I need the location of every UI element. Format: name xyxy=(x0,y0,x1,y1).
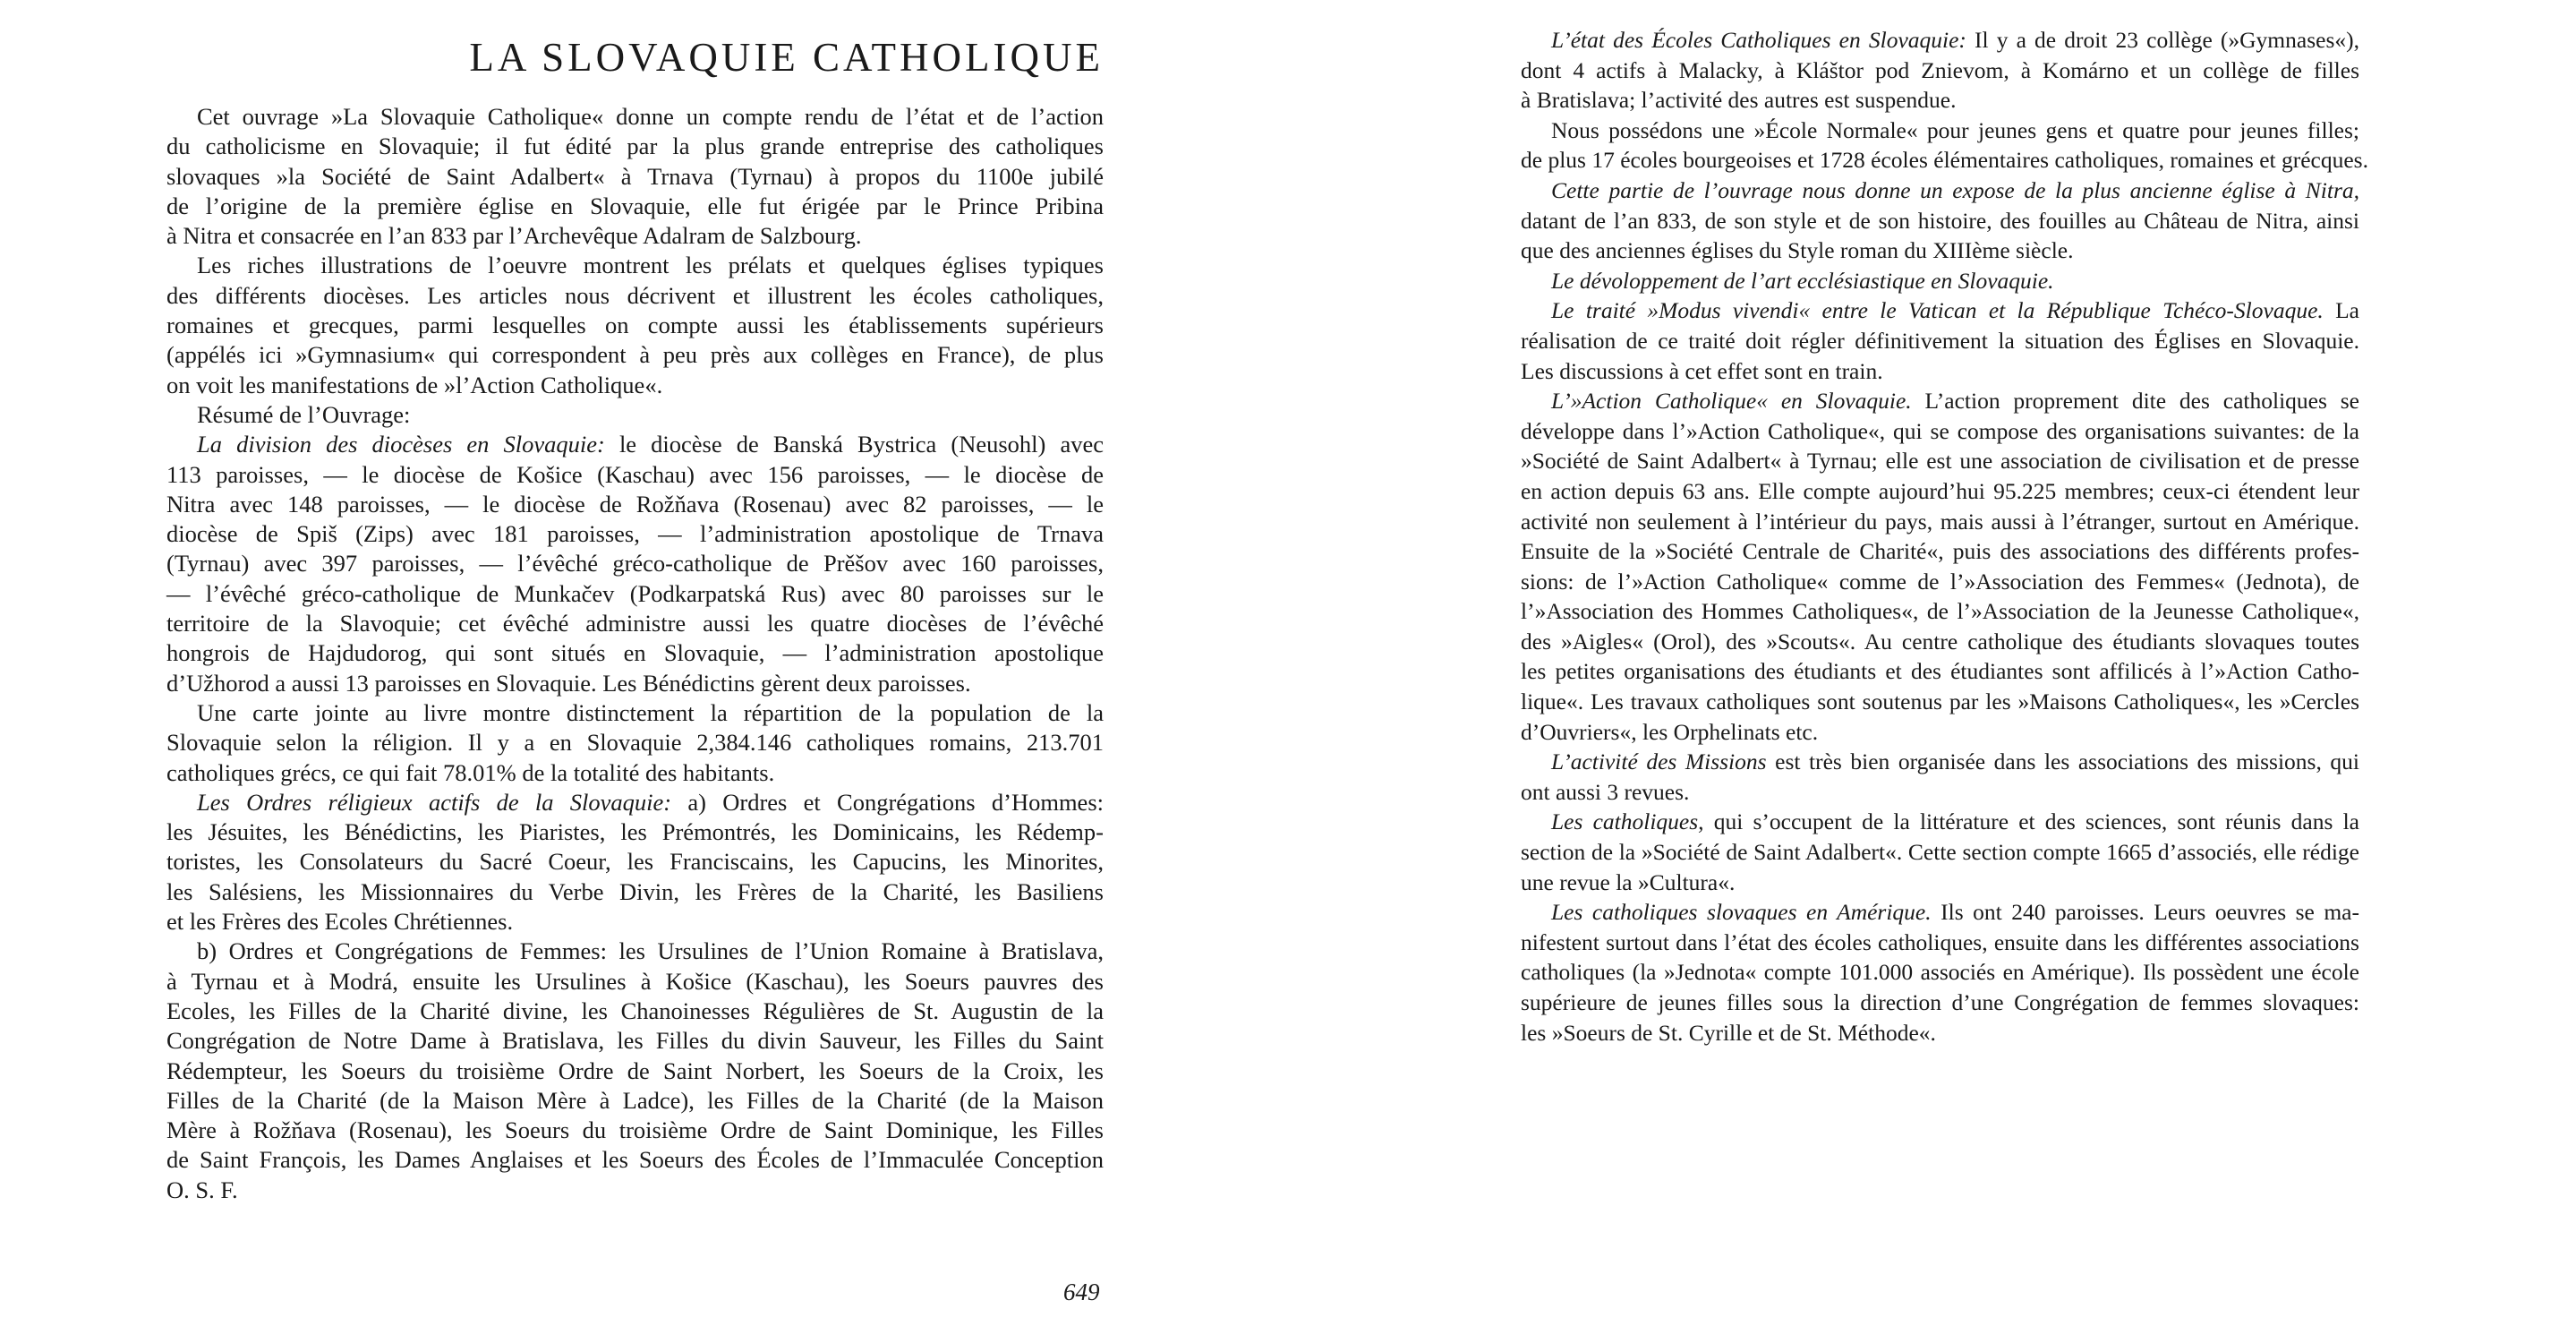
text-line xyxy=(1521,356,2359,387)
body-text: diocèse de Spiš (Zips) avec 181 paroisses, — l’administration apostolique de Trnava xyxy=(166,520,1104,548)
text-line xyxy=(166,251,1104,280)
body-text: Ils ont 240 paroisses. Leurs oeuvres se ma- xyxy=(1931,899,2359,926)
text-line xyxy=(1521,928,2359,958)
body-text: »Société de Saint Adalbert« à Tyrnau; elle est une association de civilisation et de presse xyxy=(1521,448,2359,475)
text-line xyxy=(166,460,1104,490)
body-text: dont 4 actifs à Malacky, à Kláštor pod Znievom, à Komárno et un collège de filles xyxy=(1521,56,2359,83)
text-line xyxy=(1521,717,2359,748)
text-line xyxy=(1521,777,2359,808)
body-text: à Bratislava; l’activité des autres est suspendue. xyxy=(1521,87,1957,114)
text-line xyxy=(1521,837,2359,868)
body-text: O. S. F. xyxy=(166,1176,238,1203)
text-line xyxy=(1521,687,2359,717)
text-line xyxy=(1521,957,2359,988)
text-line xyxy=(166,192,1104,221)
text-line xyxy=(1521,536,2359,567)
text-line xyxy=(166,937,1104,966)
body-text: une revue la »Cultura«. xyxy=(1521,868,1736,895)
text-line xyxy=(166,669,1104,698)
body-text: Nitra avec 148 paroisses, — le diocèse de Rožňava (Rosenau) avec 82 paroisses, — le xyxy=(166,490,1104,518)
text-line xyxy=(166,340,1104,370)
body-text: que des anciennes églises du Style roman du XIIIème siècle. xyxy=(1521,237,2074,264)
body-text: d’Ouvriers«, les Orphelinats etc. xyxy=(1521,718,1819,745)
body-text: qui s’occupent de la littérature et des sciences, sont réunis dans la xyxy=(1703,808,2359,835)
text-line xyxy=(1521,206,2359,236)
text-line xyxy=(166,371,1104,400)
body-text: activité non seulement à l’intérieur du pays, mais aussi à l’étranger, surtout en Amérique. xyxy=(1521,508,2359,535)
text-line xyxy=(166,490,1104,519)
text-line xyxy=(166,877,1104,907)
body-text: Slovaquie selon la réligion. Il y a en Slovaquie 2,384.146 catholiques romains, 213.701 xyxy=(166,729,1104,757)
body-text: de Saint François, les Dames Anglaises et les Soeurs des Écoles de l’Immaculée Conception xyxy=(166,1146,1104,1174)
text-line xyxy=(166,728,1104,757)
body-text: Filles de la Charité (de la Maison Mère à Ladce), les Filles de la Charité (de la Maison xyxy=(166,1086,1104,1114)
body-text: Nous possédons une »École Normale« pour jeunes gens et quatre pour jeunes filles; xyxy=(1551,116,2359,143)
text-line xyxy=(166,907,1104,937)
text-line xyxy=(1521,897,2359,928)
body-text: des différents diocèses. Les articles nous décrivent et illustrent les écoles catholiques, xyxy=(166,281,1104,309)
text-line xyxy=(1521,988,2359,1018)
body-text: à Tyrnau et à Modrá, ensuite les Ursulines à Košice (Kaschau), les Soeurs pauvres des xyxy=(166,967,1104,995)
body-text: les Jésuites, les Bénédictins, les Piaristes, les Prémontrés, les Dominicains, les Rédemp- xyxy=(166,818,1104,846)
text-line xyxy=(1521,656,2359,687)
text-line xyxy=(1521,868,2359,898)
italic-heading-text: L’état des Écoles Catholiques en Slovaquie: xyxy=(1551,27,1966,53)
body-text: Une carte jointe au livre montre distinctement la répartition de la population de la xyxy=(197,698,1104,726)
body-text: 113 paroisses, — le diocèse de Košice (Kaschau) avec 156 paroisses, — le diocèse de xyxy=(166,460,1104,488)
text-line xyxy=(166,1145,1104,1175)
text-line xyxy=(1521,235,2359,266)
body-text: les Salésiens, les Missionnaires du Verbe Divin, les Frères de la Charité, les Basiliens xyxy=(166,877,1104,905)
text-line xyxy=(1521,476,2359,507)
body-text: ont aussi 3 revues. xyxy=(1521,778,1690,805)
text-line xyxy=(166,1056,1104,1086)
text-line xyxy=(1521,627,2359,657)
text-line xyxy=(1521,145,2368,175)
text-line xyxy=(166,311,1104,340)
italic-heading-text: L’activité des Missions xyxy=(1551,748,1767,775)
text-line xyxy=(166,967,1104,997)
text-line xyxy=(166,400,1104,430)
body-text: hongrois de Hajdudorog, qui sont situés en Slovaquie, — l’administration apostolique xyxy=(166,639,1104,667)
text-line xyxy=(1521,807,2359,837)
body-text: La xyxy=(2323,297,2359,324)
text-line xyxy=(1521,266,2359,296)
body-text: les petites organisations des étudiants et des étudiantes sont affilicés à l’»Action Catho- xyxy=(1521,658,2359,685)
body-text: territoire de la Slavoquie; cet évêché administre aussi les quatre diocèses de l’évêché xyxy=(166,610,1104,637)
body-text: — l’évêché gréco-catholique de Munkačev (Podkarpatská Rus) avec 80 paroisses sur le xyxy=(166,579,1104,607)
italic-heading-text: L’»Action Catholique« en Slovaquie. xyxy=(1551,388,1912,415)
text-line xyxy=(166,638,1104,668)
text-line xyxy=(1521,85,2359,115)
italic-heading-text: Le dévoloppement de l’art ecclésiastique en Slovaquie. xyxy=(1551,267,2054,294)
body-text: Rédempteur, les Soeurs du troisième Ordre de Saint Norbert, les Soeurs de la Croix, les xyxy=(166,1056,1104,1084)
text-line xyxy=(166,132,1104,161)
body-text: catholiques grécs, ce qui fait 78.01% de la totalité des habitants. xyxy=(166,758,775,786)
body-text: Il y a de droit 23 collège (»Gymnases«), xyxy=(1966,27,2359,53)
body-text: sions: de l’»Action Catholique« comme de l’»Association des Femmes« (Jednota), de xyxy=(1521,568,2359,595)
body-text: (Tyrnau) avec 397 paroisses, — l’évêché gréco-catholique de Prěšov avec 160 paroisses, xyxy=(166,550,1104,577)
italic-heading-text: La division des diocèses en Slovaquie: xyxy=(197,431,605,458)
text-line xyxy=(166,847,1104,877)
body-text: de l’origine de la première église en Slovaquie, elle fut érigée par le Prince Pribina xyxy=(166,192,1104,219)
italic-heading-text: Cette partie de l’ouvrage nous donne un expose de la plus ancienne église à Nitra, xyxy=(1551,176,2359,203)
body-text: Ensuite de la »Société Centrale de Charité«, puis des associations des différents profes- xyxy=(1521,538,2359,565)
body-text: Les riches illustrations de l’oeuvre montrent les prélats et quelques églises typiques xyxy=(197,252,1104,279)
text-line xyxy=(166,1026,1104,1056)
body-text: développe dans l’»Action Catholique«, qui se compose des organisations suivantes: de la xyxy=(1521,417,2359,444)
body-text: et les Frères des Ecoles Chrétiennes. xyxy=(166,908,514,936)
italic-heading-text: Les catholiques, xyxy=(1551,808,1704,835)
page-title: LA SLOVAQUIE CATHOLIQUE xyxy=(469,35,1104,80)
text-line xyxy=(1521,175,2359,206)
body-text: lique«. Les travaux catholiques sont soutenus par les »Maisons Catholiques«, les »Cercles xyxy=(1521,689,2359,715)
body-text: Congrégation de Notre Dame à Bratislava, les Filles du divin Sauveur, les Filles du Saint xyxy=(166,1027,1104,1055)
text-line xyxy=(1521,115,2359,146)
text-line xyxy=(166,102,1104,132)
text-line xyxy=(1521,326,2359,356)
text-line xyxy=(1521,596,2359,627)
text-line xyxy=(166,1086,1104,1116)
text-line xyxy=(1521,446,2359,476)
body-text: section de la »Société de Saint Adalbert«. Cette section compte 1665 d’associés, elle rédige xyxy=(1521,839,2359,866)
body-text: slovaques »la Société de Saint Adalbert« à Trnava (Tyrnau) à propos du 1100e jubilé xyxy=(166,162,1104,190)
text-line xyxy=(1521,25,2359,56)
text-line xyxy=(166,1176,1104,1205)
body-text: le diocèse de Banská Bystrica (Neusohl) avec xyxy=(604,431,1104,458)
italic-heading-text: Les catholiques slovaques en Amérique. xyxy=(1551,899,1932,926)
text-line xyxy=(166,519,1104,549)
text-line xyxy=(166,788,1104,817)
text-line xyxy=(166,609,1104,638)
body-text: a) Ordres et Congrégations d’Hommes: xyxy=(671,788,1104,816)
body-text: à Nitra et consacrée en l’an 833 par l’Archevêque Adalram de Salzbourg. xyxy=(166,222,862,250)
text-line xyxy=(1521,56,2359,86)
body-text: Les discussions à cet effet sont en train. xyxy=(1521,357,1883,384)
body-text: datant de l’an 833, de son style et de son histoire, des fouilles au Château de Nitra, ainsi xyxy=(1521,207,2359,234)
text-line xyxy=(166,221,1104,251)
body-text: les »Soeurs de St. Cyrille et de St. Méthode«. xyxy=(1521,1019,1936,1046)
text-line xyxy=(166,549,1104,578)
text-line xyxy=(166,281,1104,311)
page-number: 649 xyxy=(1063,1279,1100,1305)
body-text: est très bien organisée dans les associations des missions, qui xyxy=(1766,748,2359,775)
body-text: toristes, les Consolateurs du Sacré Coeur, les Franciscains, les Capucins, les Minorites, xyxy=(166,848,1104,876)
body-text: (appélés ici »Gymnasium« qui correspondent à peu près aux collèges en France), de plus xyxy=(166,341,1104,369)
body-text: Ecoles, les Filles de la Charité divine, les Chanoinesses Régulières de St. Augustin de la xyxy=(166,997,1104,1024)
body-text: du catholicisme en Slovaquie; il fut édité par la plus grande entreprise des catholiques xyxy=(166,133,1104,160)
text-line xyxy=(166,579,1104,609)
italic-heading-text: Les Ordres réligieux actifs de la Slovaquie: xyxy=(197,788,672,816)
body-text: Résumé de l’Ouvrage: xyxy=(197,400,411,428)
text-line xyxy=(1521,567,2359,597)
text-line xyxy=(1521,1018,2359,1048)
text-line xyxy=(166,817,1104,847)
text-line xyxy=(166,1116,1104,1145)
body-text: Mère à Rožňava (Rosenau), les Soeurs du troisième Ordre de Saint Dominique, les Filles xyxy=(166,1116,1104,1144)
text-line xyxy=(166,698,1104,728)
text-line xyxy=(166,162,1104,192)
text-line xyxy=(1521,747,2359,777)
body-text: de plus 17 écoles bourgeoises et 1728 écoles élémentaires catholiques, romaines et grécques. xyxy=(1521,147,2368,174)
text-line xyxy=(1521,507,2359,537)
body-text: romaines et grecques, parmi lesquelles on compte aussi les établissements supérieurs xyxy=(166,312,1104,339)
right-page-text xyxy=(1521,25,2368,1048)
text-line xyxy=(1521,416,2359,447)
text-line xyxy=(1521,295,2359,326)
body-text: Cet ouvrage »La Slovaquie Catholique« donne un compte rendu de l’état et de l’action xyxy=(197,103,1104,130)
body-text: b) Ordres et Congrégations de Femmes: les Ursulines de l’Union Romaine à Bratislava, xyxy=(197,937,1104,965)
text-line xyxy=(166,758,1104,788)
italic-heading-text: Le traité »Modus vivendi« entre le Vatican et la République Tchéco-Slovaque. xyxy=(1551,297,2324,324)
body-text: l’»Association des Hommes Catholiques«, de l’»Association de la Jeunesse Catholique«, xyxy=(1521,598,2359,625)
text-line xyxy=(1521,386,2359,416)
body-text: supérieure de jeunes filles sous la direction d’une Congrégation de femmes slovaques: xyxy=(1521,989,2359,1015)
body-text: réalisation de ce traité doit régler définitivement la situation des Églises en Slovaquie. xyxy=(1521,327,2359,354)
text-line xyxy=(166,997,1104,1026)
body-text: L’action proprement dite des catholiques se xyxy=(1911,388,2359,415)
body-text: catholiques (la »Jednota« compte 101.000 associés en Amérique). Ils possèdent une école xyxy=(1521,959,2359,986)
text-line xyxy=(166,430,1104,459)
body-text: on voit les manifestations de »l’Action Catholique«. xyxy=(166,371,663,398)
body-text: en action depuis 63 ans. Elle compte aujourd’hui 95.225 membres; ceux-ci étendent leur xyxy=(1521,477,2359,504)
left-page-text xyxy=(166,102,1104,1205)
body-text: des »Aigles« (Orol), des »Scouts«. Au centre catholique des étudiants slovaques toutes xyxy=(1521,628,2359,654)
body-text: nifestent surtout dans l’état des écoles catholiques, ensuite dans les différentes associations xyxy=(1521,928,2359,955)
body-text: d’Užhorod a aussi 13 paroisses en Slovaquie. Les Bénédictins gèrent deux paroisses. xyxy=(166,669,971,697)
